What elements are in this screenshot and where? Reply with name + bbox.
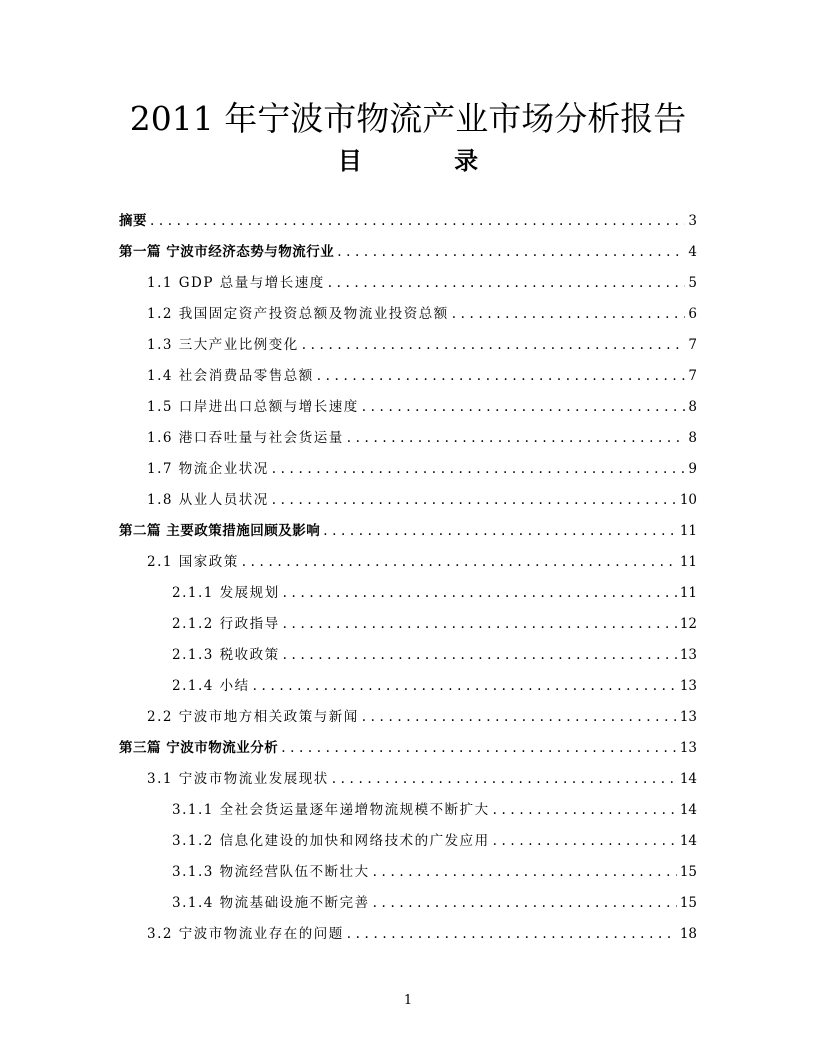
- toc-entry-text: 1.2 我国固定资产投资总额及物流业投资总额: [147, 306, 449, 322]
- toc-entry-page: 13: [679, 740, 697, 756]
- dot-leader: [150, 213, 685, 229]
- dot-leader: [362, 399, 686, 415]
- dot-leader: [347, 430, 686, 446]
- toc-entry[interactable]: [119, 267, 697, 291]
- toc-heading: 目 录: [337, 146, 521, 175]
- dot-leader: [332, 771, 677, 787]
- dot-leader: [323, 523, 677, 539]
- toc-entry-text: 3.1.3 物流经营队伍不断壮大: [172, 864, 370, 880]
- toc-entry[interactable]: [119, 701, 697, 725]
- toc-entry-text: 2.1.1 发展规划: [172, 585, 280, 601]
- dot-leader: [362, 709, 677, 725]
- toc-entry-text: 2.2 宁波市地方相关政策与新闻: [147, 709, 359, 725]
- toc-entry-page: 18: [679, 926, 697, 942]
- toc-entry-page: 9: [688, 461, 697, 477]
- toc-entry[interactable]: [119, 546, 697, 570]
- toc-entry-text: 1.5 口岸进出口总额与增长速度: [147, 399, 359, 415]
- toc-entry-page: 13: [679, 709, 697, 725]
- toc-entry-page: 12: [679, 616, 697, 632]
- toc-entry[interactable]: [119, 639, 697, 663]
- toc-entry-text: 摘要: [119, 213, 147, 229]
- toc-entry-text: 2.1.2 行政指导: [172, 616, 280, 632]
- dot-leader: [283, 647, 677, 663]
- toc-entry-page: 15: [679, 864, 697, 880]
- toc-entry[interactable]: [119, 732, 697, 756]
- toc-entry-page: 8: [688, 399, 697, 415]
- dot-leader: [347, 926, 677, 942]
- toc-entry[interactable]: [119, 329, 697, 353]
- dot-leader: [272, 461, 686, 477]
- toc-entry-page: 8: [688, 430, 697, 446]
- toc-entry-text: 1.6 港口吞吐量与社会货运量: [147, 430, 344, 446]
- toc-entry[interactable]: [119, 887, 697, 911]
- toc-entry-text: 第二篇 主要政策措施回顾及影响: [119, 523, 321, 539]
- toc-entry[interactable]: [119, 298, 697, 322]
- toc-entry-text: 第三篇 宁波市物流业分析: [119, 740, 279, 756]
- toc-entry-text: 2.1.3 税收政策: [172, 647, 280, 663]
- toc-entry[interactable]: [119, 453, 697, 477]
- toc-entry[interactable]: [119, 391, 697, 415]
- toc-entry[interactable]: [119, 918, 697, 942]
- toc-entry-text: 2.1 国家政策: [147, 554, 239, 570]
- document-title: 2011 年宁波市物流产业市场分析报告: [129, 99, 687, 138]
- toc-entry-page: 3: [688, 213, 697, 229]
- toc-entry[interactable]: [119, 856, 697, 880]
- toc-entry[interactable]: [119, 205, 697, 229]
- toc-entry-page: 14: [679, 802, 697, 818]
- toc-entry-page: 13: [679, 647, 697, 663]
- toc-entry-page: 11: [679, 523, 697, 539]
- toc-entry-text: 3.2 宁波市物流业存在的问题: [147, 926, 344, 942]
- toc-entry-page: 11: [679, 554, 697, 570]
- toc-entry[interactable]: [119, 577, 697, 601]
- toc-entry[interactable]: [119, 484, 697, 508]
- toc-entry-page: 10: [679, 492, 697, 508]
- toc-entry-text: 1.8 从业人员状况: [147, 492, 269, 508]
- dot-leader: [317, 368, 686, 384]
- toc-entry-page: 14: [679, 771, 697, 787]
- toc-entry[interactable]: [119, 515, 697, 539]
- dot-leader: [283, 616, 677, 632]
- toc-entry-page: 7: [688, 368, 697, 384]
- toc-entry[interactable]: [119, 825, 697, 849]
- toc-entry[interactable]: [119, 794, 697, 818]
- toc-entry-text: 3.1.1 全社会货运量逐年递增物流规模不断扩大: [172, 802, 490, 818]
- page-number: 1: [403, 993, 413, 1008]
- dot-leader: [242, 554, 677, 570]
- dot-leader: [452, 306, 686, 322]
- toc-entry-page: 13: [679, 678, 697, 694]
- toc-entry-page: 7: [688, 337, 697, 353]
- toc-entry[interactable]: [119, 608, 697, 632]
- dot-leader: [283, 585, 677, 601]
- dot-leader: [302, 337, 686, 353]
- toc-entry-text: 3.1.2 信息化建设的加快和网络技术的广发应用: [172, 833, 490, 849]
- dot-leader: [253, 678, 677, 694]
- toc-entry-page: 4: [688, 244, 697, 260]
- dot-leader: [493, 833, 677, 849]
- toc-entry[interactable]: [119, 360, 697, 384]
- toc-entry-text: 1.7 物流企业状况: [147, 461, 269, 477]
- dot-leader: [281, 740, 677, 756]
- toc-entry-text: 1.3 三大产业比例变化: [147, 337, 299, 353]
- toc-entry[interactable]: [119, 422, 697, 446]
- toc-entry[interactable]: [119, 763, 697, 787]
- toc-entry-page: 11: [679, 585, 697, 601]
- dot-leader: [272, 492, 677, 508]
- dot-leader: [373, 895, 677, 911]
- toc-entry-text: 3.1.4 物流基础设施不断完善: [172, 895, 370, 911]
- dot-leader: [337, 244, 685, 260]
- toc-entry-text: 1.1 GDP 总量与增长速度: [147, 275, 325, 291]
- toc-entry-text: 1.4 社会消费品零售总额: [147, 368, 314, 384]
- dot-leader: [328, 275, 686, 291]
- toc-entry-text: 3.1 宁波市物流业发展现状: [147, 771, 329, 787]
- toc-entry-page: 15: [679, 895, 697, 911]
- toc-entry-text: 第一篇 宁波市经济态势与物流行业: [119, 244, 335, 260]
- toc-entry-page: 5: [688, 275, 697, 291]
- toc-entry[interactable]: [119, 670, 697, 694]
- toc-entry-page: 6: [688, 306, 697, 322]
- toc-entry-text: 2.1.4 小结: [172, 678, 250, 694]
- dot-leader: [373, 864, 677, 880]
- dot-leader: [493, 802, 677, 818]
- toc-entry-page: 14: [679, 833, 697, 849]
- toc-entry[interactable]: [119, 236, 697, 260]
